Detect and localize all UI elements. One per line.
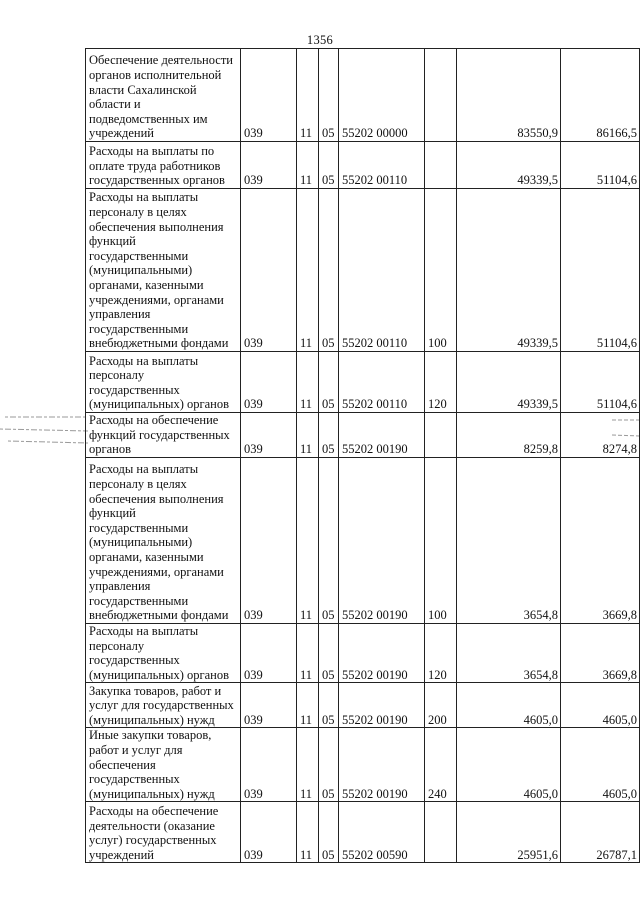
amount-year-1: 49339,5 [457,142,561,189]
target-article: 55202 00190 [339,413,425,458]
ministry-code: 039 [241,189,297,352]
target-article: 55202 00110 [339,189,425,352]
row-name: Обеспечение деятельности органов исполнительной власти Сахалинской области и подведомственных им учреждений [86,49,241,142]
target-article: 55202 00000 [339,49,425,142]
target-article: 55202 00110 [339,142,425,189]
amount-year-1: 3654,8 [457,624,561,683]
section-code: 11 [297,189,319,352]
budget-table [85,48,640,863]
expense-type [425,802,457,863]
ministry-code: 039 [241,352,297,413]
expense-type: 100 [425,189,457,352]
target-article: 55202 00190 [339,683,425,728]
expense-type: 120 [425,624,457,683]
amount-year-2: 8274,8 [561,413,640,458]
target-article: 55202 00190 [339,728,425,802]
row-name: Расходы на обеспечение функций государственных органов [86,413,241,458]
subsection-code: 05 [319,683,339,728]
table-row [86,142,640,189]
scan-artifact [0,405,90,453]
section-code: 11 [297,352,319,413]
expense-type [425,413,457,458]
ministry-code: 039 [241,458,297,624]
ministry-code: 039 [241,413,297,458]
amount-year-1: 4605,0 [457,683,561,728]
amount-year-2: 3669,8 [561,458,640,624]
amount-year-1: 8259,8 [457,413,561,458]
section-code: 11 [297,802,319,863]
ministry-code: 039 [241,49,297,142]
ministry-code: 039 [241,624,297,683]
subsection-code: 05 [319,728,339,802]
subsection-code: 05 [319,413,339,458]
target-article: 55202 00590 [339,802,425,863]
table-row [86,352,640,413]
subsection-code: 05 [319,352,339,413]
subsection-code: 05 [319,189,339,352]
amount-year-2: 86166,5 [561,49,640,142]
amount-year-2: 51104,6 [561,189,640,352]
ministry-code: 039 [241,683,297,728]
section-code: 11 [297,728,319,802]
expense-type: 200 [425,683,457,728]
section-code: 11 [297,142,319,189]
amount-year-1: 4605,0 [457,728,561,802]
expense-type: 120 [425,352,457,413]
subsection-code: 05 [319,458,339,624]
target-article: 55202 00190 [339,458,425,624]
amount-year-1: 3654,8 [457,458,561,624]
table-row [86,413,640,458]
ministry-code: 039 [241,142,297,189]
expense-type [425,142,457,189]
amount-year-1: 49339,5 [457,189,561,352]
subsection-code: 05 [319,624,339,683]
expense-type: 240 [425,728,457,802]
subsection-code: 05 [319,142,339,189]
section-code: 11 [297,458,319,624]
row-name: Расходы на выплаты персоналу в целях обеспечения выполнения функций государственными (муниципальными) органами, казенными учреждениями, органами управления государственными внебюджетными фондами [86,458,241,624]
amount-year-2: 3669,8 [561,624,640,683]
amount-year-2: 26787,1 [561,802,640,863]
table-row [86,458,640,624]
amount-year-2: 51104,6 [561,142,640,189]
expense-type [425,49,457,142]
section-code: 11 [297,413,319,458]
subsection-code: 05 [319,49,339,142]
row-name: Расходы на обеспечение деятельности (оказание услуг) государственных учреждений [86,802,241,863]
row-name: Расходы на выплаты персоналу в целях обеспечения выполнения функций государственными (муниципальными) органами, казенными учреждениями, органами управления государственными внебюджетными фондами [86,189,241,352]
table-row [86,189,640,352]
table-row [86,728,640,802]
expense-type: 100 [425,458,457,624]
section-code: 11 [297,49,319,142]
ministry-code: 039 [241,728,297,802]
amount-year-2: 4605,0 [561,728,640,802]
table-row [86,683,640,728]
section-code: 11 [297,624,319,683]
row-name: Закупка товаров, работ и услуг для государственных (муниципальных) нужд [86,683,241,728]
amount-year-2: 51104,6 [561,352,640,413]
ministry-code: 039 [241,802,297,863]
section-code: 11 [297,683,319,728]
amount-year-2: 4605,0 [561,683,640,728]
table-row [86,49,640,142]
amount-year-1: 25951,6 [457,802,561,863]
page-number: 1356 [306,33,334,47]
row-name: Иные закупки товаров, работ и услуг для обеспечения государственных (муниципальных) нужд [86,728,241,802]
amount-year-1: 49339,5 [457,352,561,413]
row-name: Расходы на выплаты персоналу государственных (муниципальных) органов [86,624,241,683]
amount-year-1: 83550,9 [457,49,561,142]
target-article: 55202 00110 [339,352,425,413]
row-name: Расходы на выплаты персоналу государственных (муниципальных) органов [86,352,241,413]
target-article: 55202 00190 [339,624,425,683]
table-row [86,802,640,863]
table-row [86,624,640,683]
subsection-code: 05 [319,802,339,863]
row-name: Расходы на выплаты по оплате труда работников государственных органов [86,142,241,189]
